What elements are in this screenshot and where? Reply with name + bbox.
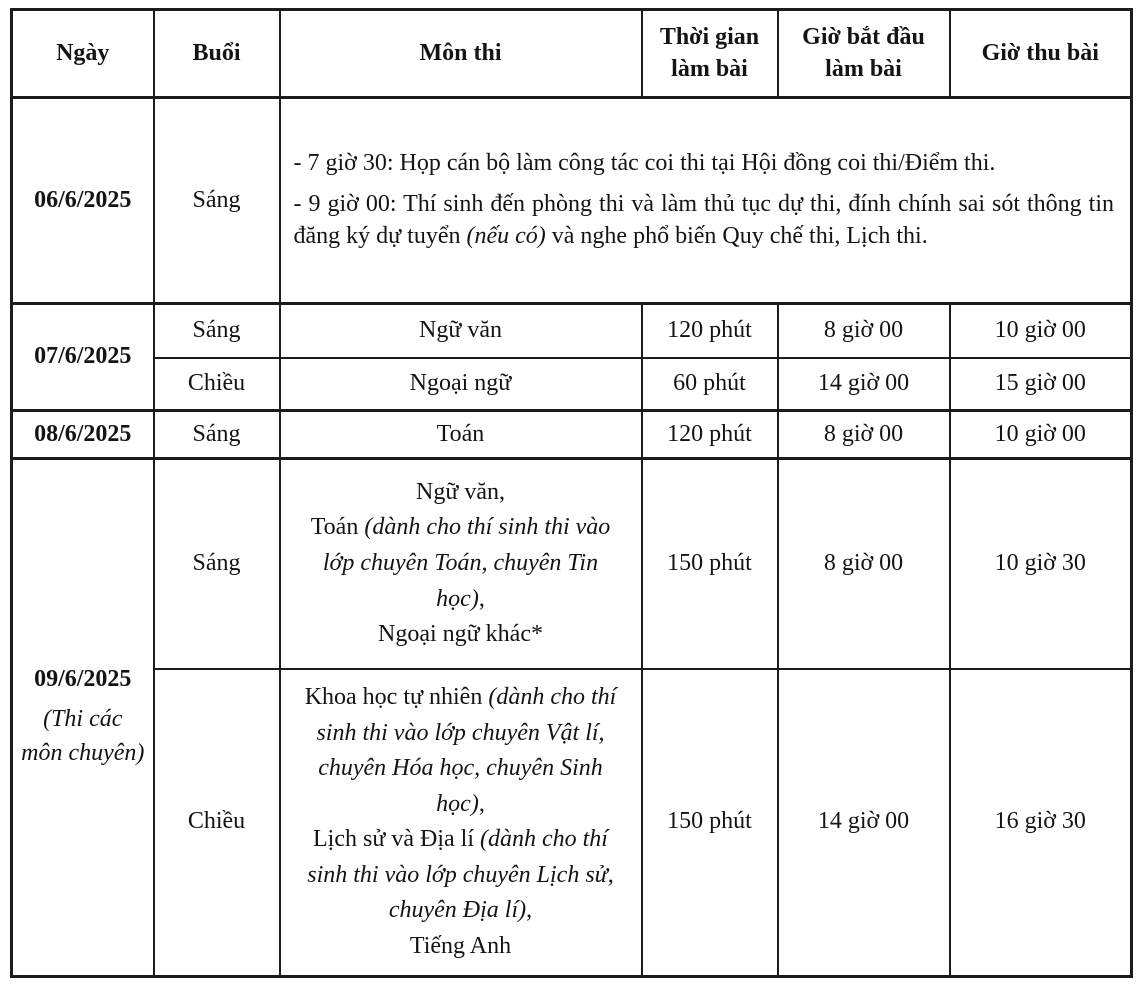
subject-line	[301, 510, 621, 617]
header-end-time: Giờ thu bài	[950, 10, 1132, 98]
subject-text: ,	[478, 790, 485, 817]
start-time-cell: 14 giờ 00	[778, 669, 950, 977]
date-cell: 08/6/2025	[12, 411, 154, 459]
start-time-cell: 14 giờ 00	[778, 358, 950, 411]
session-cell: Sáng	[154, 98, 280, 304]
header-duration: Thời gian làm bài	[642, 10, 778, 98]
subject-text: Khoa học tự nhiên	[304, 684, 489, 711]
duration-cell: 150 phút	[642, 459, 778, 669]
header-date: Ngày	[12, 10, 154, 98]
table-row-07-6-2025-morning	[12, 304, 1132, 358]
note-line-1	[294, 148, 1115, 180]
date-note-text: (Thi các môn chuyên)	[21, 705, 145, 767]
duration-cell: 120 phút	[642, 411, 778, 459]
subject-text: ,	[478, 585, 485, 612]
subject-line	[301, 475, 621, 511]
date-cell: 07/6/2025	[12, 304, 154, 411]
note-text: - 9 giờ 00: Thí sinh đến phòng thi và làm thủ tục dự thi, đính chính sai sót thông tin đăng ký dự tuyển	[293, 191, 1114, 249]
subject-italic-text: (dành cho thí sinh thi vào lớp chuyên Lịch sử, chuyên Địa lí)	[307, 826, 614, 924]
end-time-cell: 10 giờ 00	[950, 304, 1132, 358]
duration-cell: 60 phút	[642, 358, 778, 411]
header-session: Buổi	[154, 10, 280, 98]
end-time-cell: 10 giờ 30	[950, 459, 1132, 669]
session-cell: Sáng	[154, 304, 280, 358]
subject-italic-text: (dành cho thí sinh thi vào lớp chuyên Toán, chuyên Tin học)	[322, 514, 611, 612]
duration-cell: 120 phút	[642, 304, 778, 358]
subject-line	[301, 680, 621, 822]
note-line-2	[294, 189, 1115, 252]
exam-schedule-table	[10, 8, 1133, 978]
start-time-cell: 8 giờ 00	[778, 304, 950, 358]
notes-cell	[280, 98, 1132, 304]
end-time-cell: 16 giờ 30	[950, 669, 1132, 977]
subject-cell: Ngữ văn	[280, 304, 642, 358]
note-text: và nghe phổ biến Quy chế thi, Lịch thi.	[545, 222, 928, 249]
session-cell: Chiều	[154, 669, 280, 977]
subject-line	[301, 929, 621, 965]
start-time-cell: 8 giờ 00	[778, 411, 950, 459]
subject-italic-text: (dành cho thí sinh thi vào lớp chuyên Vật lí, chuyên Hóa học, chuyên Sinh học)	[316, 684, 617, 817]
subject-cell: Ngoại ngữ	[280, 358, 642, 411]
subject-text: ,	[526, 897, 533, 924]
session-cell: Sáng	[154, 459, 280, 669]
duration-cell: 150 phút	[642, 669, 778, 977]
subject-cell: Toán	[280, 411, 642, 459]
note-italic-text: (nếu có)	[466, 222, 546, 249]
note-text: - 7 giờ 30: Họp cán bộ làm công tác coi thi tại Hội đồng coi thi/Điểm thi.	[293, 150, 996, 177]
session-cell: Sáng	[154, 411, 280, 459]
date-cell	[12, 459, 154, 977]
subject-cell	[280, 459, 642, 669]
end-time-cell: 15 giờ 00	[950, 358, 1132, 411]
date-text: 09/6/2025	[34, 665, 132, 692]
subject-line	[301, 617, 621, 653]
header-start-time: Giờ bắt đầu làm bài	[778, 10, 950, 98]
table-row-07-6-2025-afternoon	[12, 358, 1132, 411]
table-row-09-6-2025-afternoon	[12, 669, 1132, 977]
header-subject: Môn thi	[280, 10, 642, 98]
start-time-cell: 8 giờ 00	[778, 459, 950, 669]
subject-text: Tiếng Anh	[409, 932, 512, 959]
subject-text: Ngữ văn,	[416, 478, 505, 505]
subject-text: Toán	[310, 514, 365, 541]
table-row-06-6-2025	[12, 98, 1132, 304]
end-time-cell: 10 giờ 00	[950, 411, 1132, 459]
subject-text: Ngoại ngữ khác*	[378, 621, 543, 648]
table-row-08-6-2025	[12, 411, 1132, 459]
table-row-09-6-2025-morning	[12, 459, 1132, 669]
date-cell: 06/6/2025	[12, 98, 154, 304]
subject-cell	[280, 669, 642, 977]
header-row	[12, 10, 1132, 98]
subject-text: Lịch sử và Địa lí	[313, 826, 480, 853]
session-cell: Chiều	[154, 358, 280, 411]
subject-line	[301, 822, 621, 929]
